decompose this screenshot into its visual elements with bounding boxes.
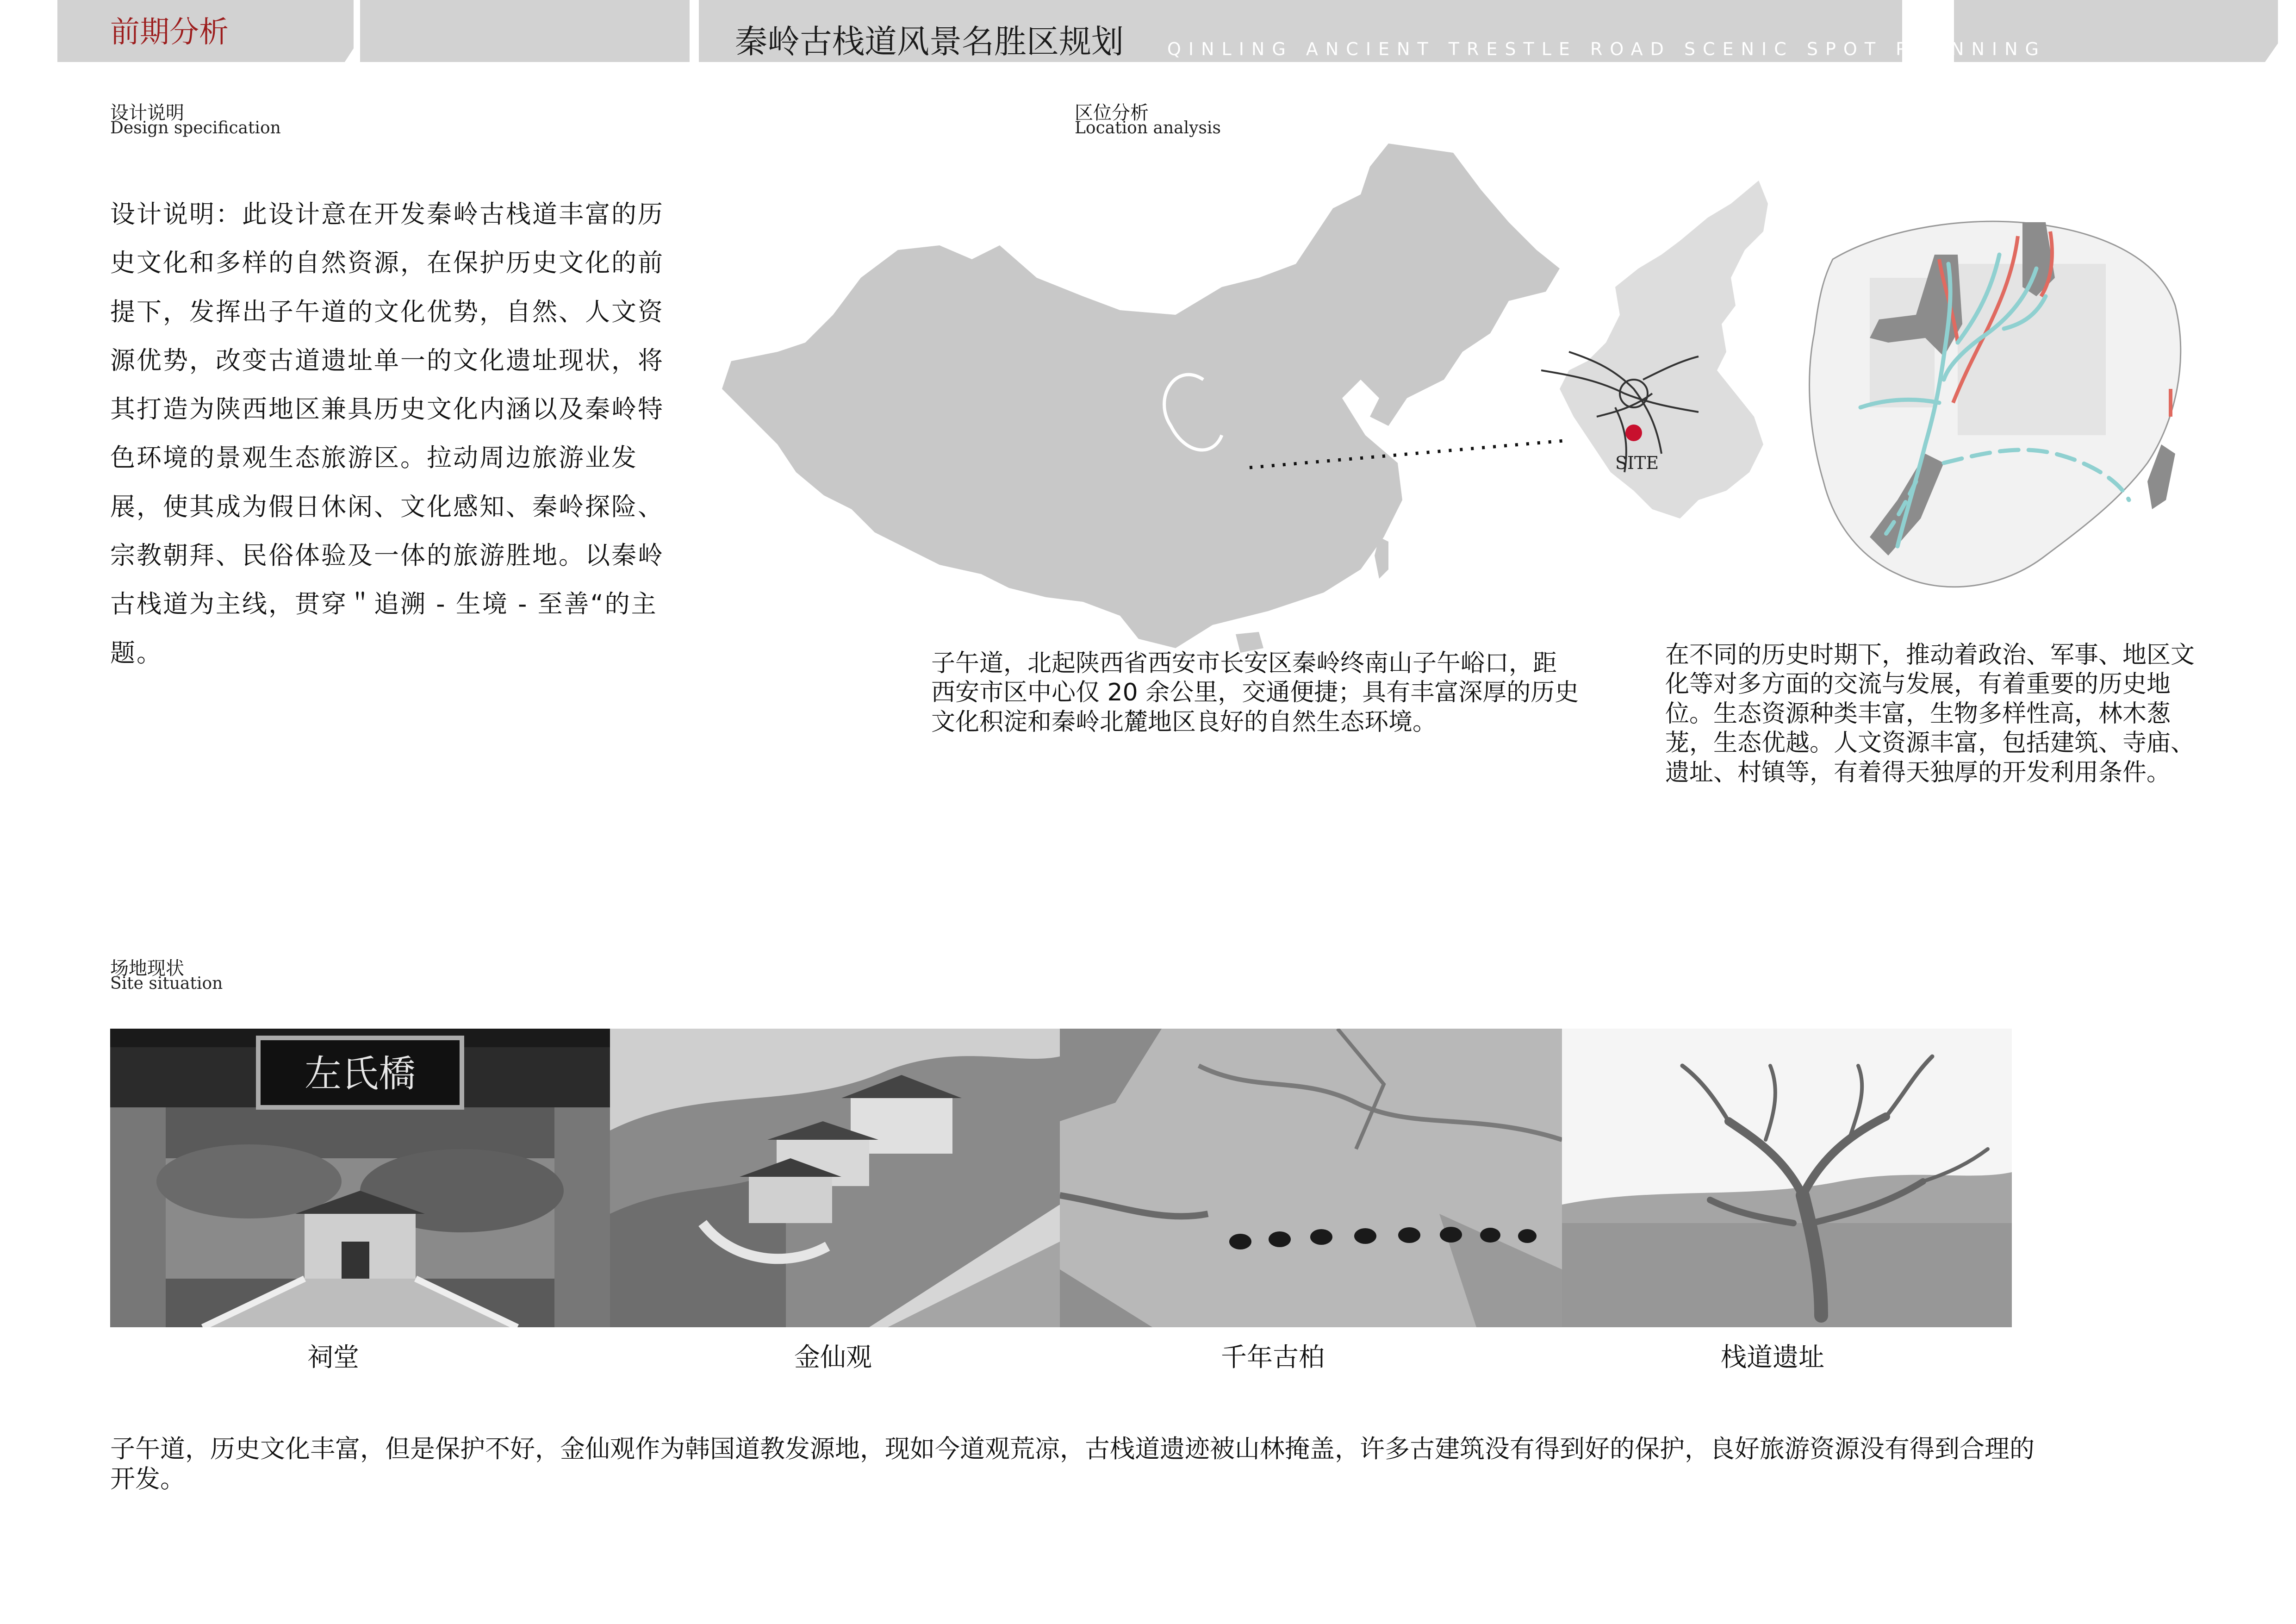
page-title: 秦岭古栈道风景名胜区规划 <box>735 23 1124 61</box>
design-heading-en: Design specification <box>110 119 281 137</box>
site-summary: 子午道，历史文化丰富，但是保护不好，金仙观作为韩国道教发源地，现如今道观荒凉，古栈道遗迹被山林掩盖，许多古建筑没有得到好的保护，良好旅游资源没有得到合理的开发。 <box>110 1434 2035 1493</box>
design-description: 设计说明：此设计意在开发秦岭古栈道丰富的历史文化和多样的自然资源，在保护历史文化的前提下，发挥出子午道的文化优势，自然、人文资源优势，改变古道遗址单一的文化遗址现状，将其打造为陕西地区兼具历史文化内涵以及秦岭特色环境的景观生态旅游区。拉动周边旅游业发展，使其成为假日休闲、文化感知、秦岭探险、宗教朝拜、民俗体验及一体的旅游胜地。以秦岭古栈道为主线，贯穿＂追溯 - 生境 - 至善“的主题。 <box>110 200 664 668</box>
china-outline <box>722 144 1560 648</box>
site-heading-en: Site situation <box>110 974 223 993</box>
province-map <box>1541 176 1782 528</box>
photo-ancient-cypress <box>1562 1029 2012 1327</box>
caption-ancestral-hall: 祠堂 <box>307 1343 359 1373</box>
location-text-left: 子午道，北起陕西省西安市长安区秦岭终南山子午峪口，距西安市区中心仅 20 余公里，交通便捷；具有丰富深厚的历史文化积淀和秦岭北麓地区良好的自然生态环境。 <box>931 650 1579 736</box>
design-heading-cn: 设计说明 <box>110 102 184 124</box>
bridge-sign-text: 左氏橋 <box>305 1052 416 1095</box>
site-label: SITE <box>1615 453 1659 473</box>
photo-trestle-holes <box>1060 1029 1562 1327</box>
caption-trestle-ruins: 栈道遗址 <box>1721 1343 1824 1373</box>
site-plan-map <box>1805 204 2189 602</box>
location-heading-en: Location analysis <box>1075 119 1221 137</box>
site-heading-cn: 场地现状 <box>110 958 184 979</box>
photo-ancestral-hall <box>110 1029 610 1327</box>
location-heading-cn: 区位分析 <box>1075 102 1149 124</box>
photo-jinxian-temple <box>610 1029 1060 1327</box>
header-bar-middle <box>360 0 690 62</box>
province-outline <box>1560 181 1768 518</box>
location-text-right: 在不同的历史时期下，推动着政治、军事、地区文化等对多方面的交流与发展，有着重要的历史地位。生态资源种类丰富，生物多样性高，林木葱茏，生态优越。人文资源丰富，包括建筑、寺庙、遗址、村镇等，有着得天独厚的开发利用条件。 <box>1665 641 2195 787</box>
caption-jinxian-temple: 金仙观 <box>794 1343 872 1373</box>
caption-ancient-cypress: 千年古柏 <box>1221 1343 1325 1373</box>
page-subtitle-en: QINLING ANCIENT TRESTLE ROAD SCENIC SPOT PLANNING <box>1167 39 2046 59</box>
site-marker <box>1625 425 1642 441</box>
china-map <box>722 139 1564 657</box>
section-title: 前期分析 <box>110 15 229 50</box>
